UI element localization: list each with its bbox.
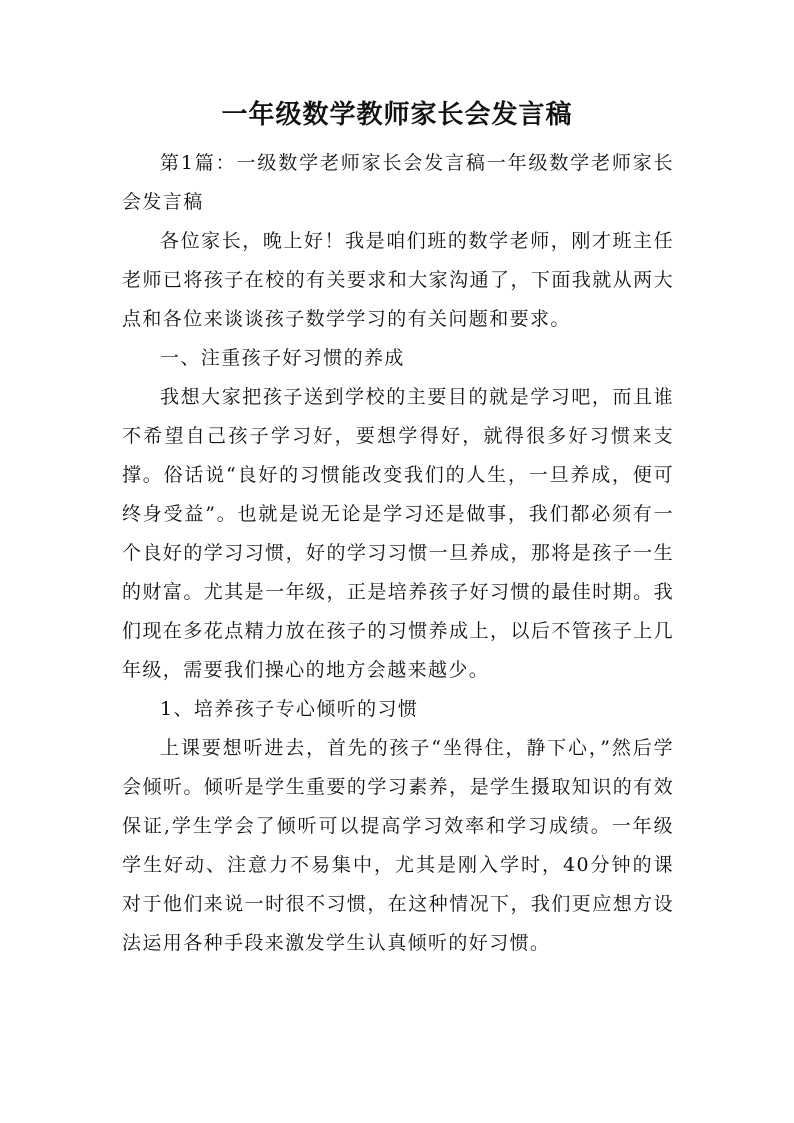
document-body [122, 144, 674, 963]
paragraph-habits-body: 我想大家把孩子送到学校的主要目的就是学习吧，而且谁不希望自己孩子学习好，要想学得好，就得很多好习惯来支撑。俗话说“良好的习惯能改变我们的人生，一旦养成，便可终身受益”。也就是说无论是学习还是做事，我们都必须有一个良好的学习习惯，好的学习习惯一旦养成，那将是孩子一生的财富。尤其是一年级，正是培养孩子好习惯的最佳时期。我们现在多花点精力放在孩子的习惯养成上，以后不管孩子上几年级，需要我们操心的地方会越来越少。 [122, 386, 674, 681]
paragraph-heading-listening: 1、培养孩子专心倾听的习惯 [160, 698, 419, 720]
paragraph-greeting: 各位家长，晚上好！我是咱们班的数学老师，刚才班主任老师已将孩子在校的有关要求和大家沟通了，下面我就从两大点和各位来谈谈孩子数学学习的有关问题和要求。 [122, 230, 674, 330]
document-title: 一年级数学教师家长会发言稿 [221, 100, 573, 130]
paragraph-section-heading: 第1篇：一级数学老师家长会发言稿一年级数学老师家长会发言稿 [122, 152, 674, 213]
paragraph-listening-body: 上课要想听进去，首先的孩子“坐得住，静下心，”然后学会倾听。倾听是学生重要的学习素养，是学生摄取知识的有效保证,学生学会了倾听可以提高学习效率和学习成绩。一年级学生好动、注意力不易集中，尤其是刚入学时，40分钟的课对于他们来说一时很不习惯，在这种情况下，我们更应想方设法运用各种手段来激发学生认真倾听的好习惯。 [122, 737, 674, 954]
paragraph-heading-habits: 一、注重孩子好习惯的养成 [160, 347, 405, 369]
